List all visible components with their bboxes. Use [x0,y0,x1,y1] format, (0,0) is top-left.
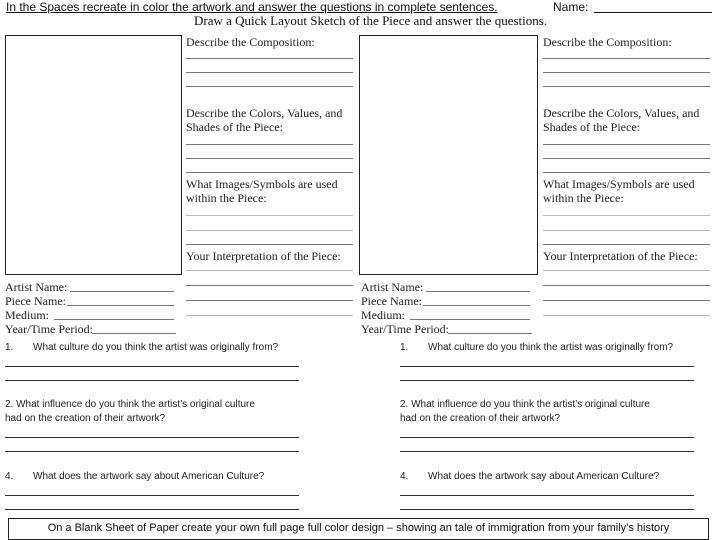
q1-text-right: What culture do you think the artist was originally from? [428,342,674,353]
medium-line-left[interactable] [54,319,174,320]
answer-line[interactable] [543,72,710,73]
artist-name-line-left[interactable] [70,291,174,292]
name-input-line[interactable] [594,12,712,13]
interpretation-label-right: Your Interpretation of the Piece: [543,249,698,263]
answer-line[interactable] [543,315,710,316]
year-line-left[interactable] [92,333,176,334]
q1-answer-line-right[interactable] [400,380,694,381]
q1-answer-line-right[interactable] [400,366,694,367]
artist-name-label-right: Artist Name: [361,280,424,294]
answer-line[interactable] [186,315,353,316]
colors-label-right-1: Describe the Colors, Values, and [543,106,700,120]
answer-line[interactable] [186,230,353,231]
q1-answer-line-left[interactable] [5,380,299,381]
answer-line[interactable] [543,285,710,286]
answer-line[interactable] [543,244,710,245]
q1-number-right: 1. [400,342,409,353]
answer-line[interactable] [543,144,710,145]
images-label-right-2: within the Piece: [543,191,624,205]
answer-line[interactable] [186,72,353,73]
answer-line[interactable] [543,172,710,173]
artist-name-label-left: Artist Name: [5,280,68,294]
sketch-box-right[interactable] [359,35,538,275]
piece-name-label-left: Piece Name: [5,294,66,308]
answer-line[interactable] [543,86,710,87]
q4-answer-line-left[interactable] [5,509,299,510]
q4-text-left: What does the artwork say about American Culture? [33,471,265,482]
sketch-box-left[interactable] [5,35,182,275]
images-label-left-2: within the Piece: [186,191,267,205]
instructions-header: In the Spaces recreate in color the artwork and answer the questions in complete sentences. [6,0,498,14]
answer-line[interactable] [186,215,353,216]
colors-label-right-2: Shades of the Piece: [543,120,640,134]
q4-number-left: 4. [5,471,14,482]
year-label-left: Year/Time Period: [5,322,94,336]
answer-line[interactable] [186,58,353,59]
q1-text-left: What culture do you think the artist was originally from? [33,342,279,353]
answer-line[interactable] [186,158,353,159]
colors-label-left-1: Describe the Colors, Values, and [186,106,343,120]
answer-line[interactable] [186,86,353,87]
colors-label-left-2: Shades of the Piece: [186,120,283,134]
piece-name-label-right: Piece Name: [361,294,422,308]
q2-text-right-1: 2. What influence do you think the artist’s original culture [400,399,650,410]
q4-answer-line-left[interactable] [5,495,299,496]
q4-number-right: 4. [400,471,409,482]
images-label-right-1: What Images/Symbols are used [543,177,695,191]
q2-answer-line-left[interactable] [5,437,299,438]
medium-label-left: Medium: [5,308,49,322]
footer-instructions: On a Blank Sheet of Paper create your own full page full color design – showing an tale of immigration from your family’s history [47,522,670,534]
q4-text-right: What does the artwork say about American Culture? [428,471,660,482]
year-line-right[interactable] [448,333,532,334]
answer-line[interactable] [186,270,353,271]
answer-line[interactable] [186,285,353,286]
q2-answer-line-right[interactable] [400,451,694,452]
piece-name-line-left[interactable] [67,305,174,306]
composition-label-left: Describe the Composition: [186,35,315,49]
medium-label-right: Medium: [361,308,405,322]
q2-text-right-2: had on the creation of their artwork? [400,413,561,424]
q1-answer-line-left[interactable] [5,366,299,367]
q4-answer-line-right[interactable] [400,509,694,510]
piece-name-line-right[interactable] [423,305,530,306]
q2-text-left-2: had on the creation of their artwork? [5,413,166,424]
answer-line[interactable] [186,144,353,145]
medium-line-right[interactable] [410,319,530,320]
answer-line[interactable] [186,244,353,245]
q4-answer-line-right[interactable] [400,495,694,496]
answer-line[interactable] [186,172,353,173]
answer-line[interactable] [543,270,710,271]
answer-line[interactable] [543,58,710,59]
answer-line[interactable] [543,158,710,159]
answer-line[interactable] [186,300,353,301]
answer-line[interactable] [543,215,710,216]
year-label-right: Year/Time Period: [361,322,450,336]
q2-text-left-1: 2. What influence do you think the artist’s original culture [5,399,255,410]
artist-name-line-right[interactable] [426,291,530,292]
answer-line[interactable] [543,300,710,301]
name-label: Name: [553,0,589,14]
q1-number-left: 1. [5,342,14,353]
sketch-instructions: Draw a Quick Layout Sketch of the Piece and answer the questions. [194,13,548,28]
images-label-left-1: What Images/Symbols are used [186,177,338,191]
interpretation-label-left: Your Interpretation of the Piece: [186,249,341,263]
q2-answer-line-right[interactable] [400,437,694,438]
composition-label-right: Describe the Composition: [543,35,672,49]
answer-line[interactable] [543,230,710,231]
q2-answer-line-left[interactable] [5,451,299,452]
